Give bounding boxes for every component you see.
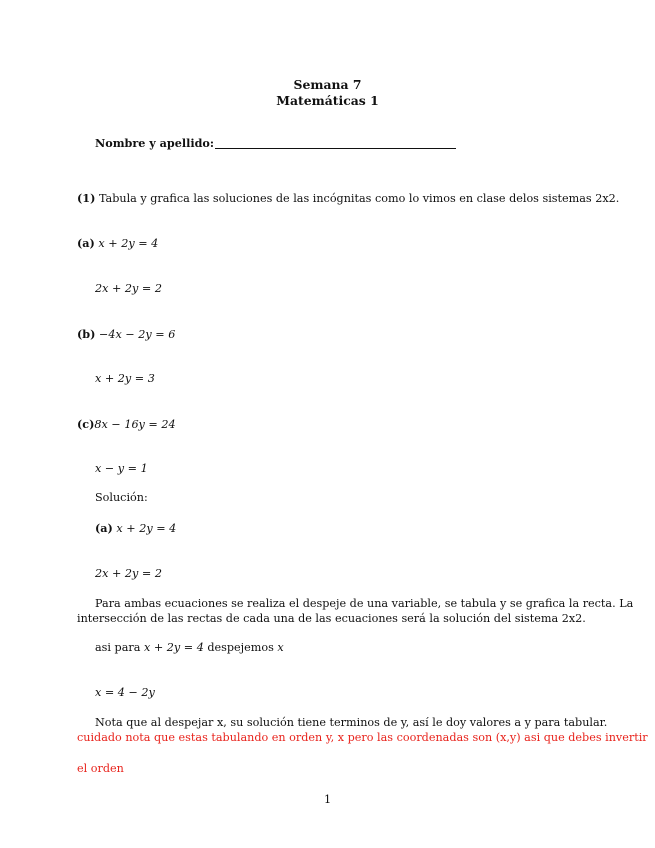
solution-eq1 <box>95 521 176 536</box>
red-note-line-1: cuidado nota que estas tabulando en orden y, x pero las coordenadas son (x,y) asi que debes invertir <box>77 731 648 744</box>
paragraph-2-var: x <box>277 641 284 654</box>
problem-text: Tabula y grafica las soluciones de las incógnitas como lo vimos en clase delos sistemas 2x2. <box>98 192 620 205</box>
red-note-line-2: el orden <box>77 762 124 775</box>
system-a-label: (a) <box>77 236 95 250</box>
system-c-eq1-text: 8x − 16y = 24 <box>94 418 176 431</box>
paragraph-1-line-2: intersección de las rectas de cada una de las ecuaciones será la solución del sistema 2x2. <box>77 612 586 625</box>
name-blank-line <box>215 148 456 149</box>
solution-eq2: 2x + 2y = 2 <box>95 567 162 580</box>
system-c-eq1 <box>77 417 176 432</box>
paragraph-2-eq: x + 2y = 4 <box>143 641 204 654</box>
system-b-eq2: x + 2y = 3 <box>95 372 155 385</box>
page-number: 1 <box>323 793 332 806</box>
header-subject: Matemáticas 1 <box>276 93 379 108</box>
system-b-label: (b) <box>77 327 96 341</box>
system-a-eq1 <box>77 236 158 251</box>
system-a-eq2: 2x + 2y = 2 <box>95 282 162 295</box>
paragraph-2-prefix: asi para <box>95 641 141 654</box>
problem-number: (1) <box>77 191 96 205</box>
system-c-label: (c) <box>77 417 95 431</box>
system-b-eq1-text: −4x − 2y = 6 <box>98 328 176 341</box>
isolated-equation: x = 4 − 2y <box>95 686 155 699</box>
solution-heading: Solución: <box>95 491 148 504</box>
paragraph-2 <box>95 641 284 655</box>
paragraph-1-line-1: Para ambas ecuaciones se realiza el despeje de una variable, se tabula y se grafica la recta. La <box>95 597 634 610</box>
problem-statement <box>77 191 619 206</box>
solution-label: (a) <box>95 521 113 535</box>
system-b-eq1 <box>77 327 175 342</box>
system-a-eq1-text: x + 2y = 4 <box>98 237 159 250</box>
name-label: Nombre y apellido: <box>95 136 215 150</box>
note-paragraph: Nota que al despejar x, su solución tiene terminos de y, así le doy valores a y para tabular. <box>95 716 608 729</box>
solution-eq1-text: x + 2y = 4 <box>116 522 177 535</box>
header-week: Semana 7 <box>293 77 362 92</box>
paragraph-2-suffix: despejemos <box>207 641 274 654</box>
system-c-eq2: x − y = 1 <box>95 462 148 475</box>
